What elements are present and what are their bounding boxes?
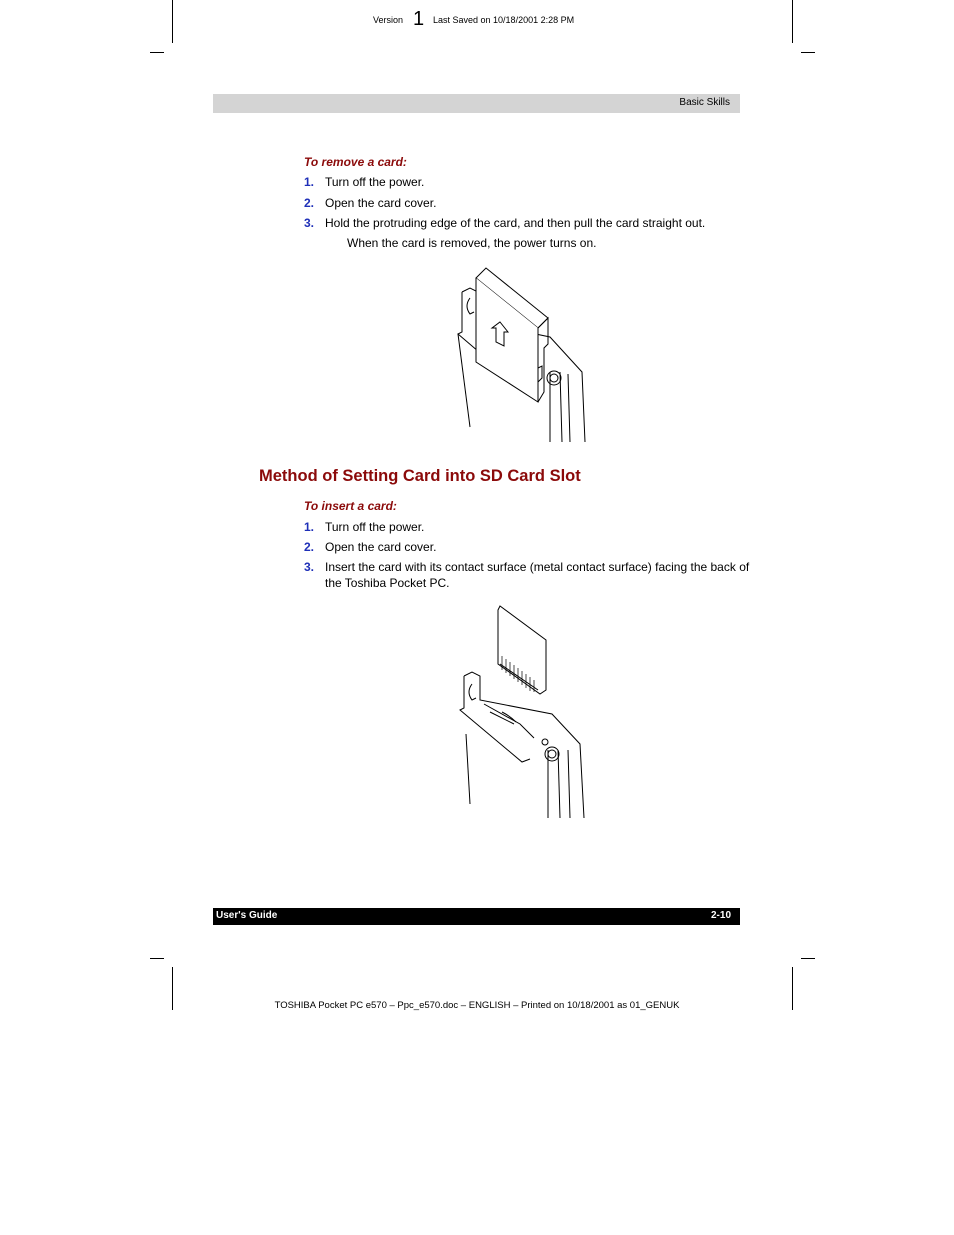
section-name: Basic Skills (679, 97, 730, 108)
insert-step-2-number: 2. (304, 540, 315, 554)
insert-step-1-text: Turn off the power. (325, 520, 425, 534)
insert-step-3-number: 3. (304, 560, 315, 574)
version-line (0, 8, 954, 32)
print-info-line: TOSHIBA Pocket PC e570 – Ppc_e570.doc – ENGLISH – Printed on 10/18/2001 as 01_GENUK (274, 1000, 680, 1011)
crop-mark-top-left-horizontal (150, 52, 164, 53)
last-saved: Last Saved on 10/18/2001 2:28 PM (433, 15, 575, 25)
remove-step-1-number: 1. (304, 175, 315, 189)
footer-guide-title: User's Guide (216, 910, 278, 921)
insert-step-3-text-line2: the Toshiba Pocket PC. (325, 576, 450, 590)
section-heading: Method of Setting Card into SD Card Slot (259, 467, 581, 485)
footer-bar (213, 908, 740, 925)
insert-subheading: To insert a card: (304, 499, 397, 513)
page-number: 2-10 (710, 910, 731, 921)
crop-mark-top-right-horizontal (801, 52, 815, 53)
remove-subheading: To remove a card: (304, 155, 407, 169)
remove-step-2-number: 2. (304, 196, 315, 210)
insert-step-2-text: Open the card cover. (325, 540, 437, 554)
crop-mark-bottom-right-horizontal (801, 958, 815, 959)
insert-step-1-number: 1. (304, 520, 315, 534)
version-number: 1 (413, 8, 425, 30)
insert-step-3-text-line1: Insert the card with its contact surface (metal contact surface) facing the back of (325, 560, 750, 574)
crop-mark-bottom-left-horizontal (150, 958, 164, 959)
header-band (213, 94, 740, 113)
remove-note: When the card is removed, the power turns on. (347, 236, 597, 250)
insert-card-illustration (450, 604, 595, 824)
remove-card-illustration (450, 262, 595, 447)
version-label: Version (373, 15, 404, 25)
remove-step-3-number: 3. (304, 216, 315, 230)
remove-step-3-text: Hold the protruding edge of the card, and then pull the card straight out. (325, 216, 706, 230)
remove-step-2-text: Open the card cover. (325, 196, 437, 210)
remove-step-1-text: Turn off the power. (325, 175, 425, 189)
